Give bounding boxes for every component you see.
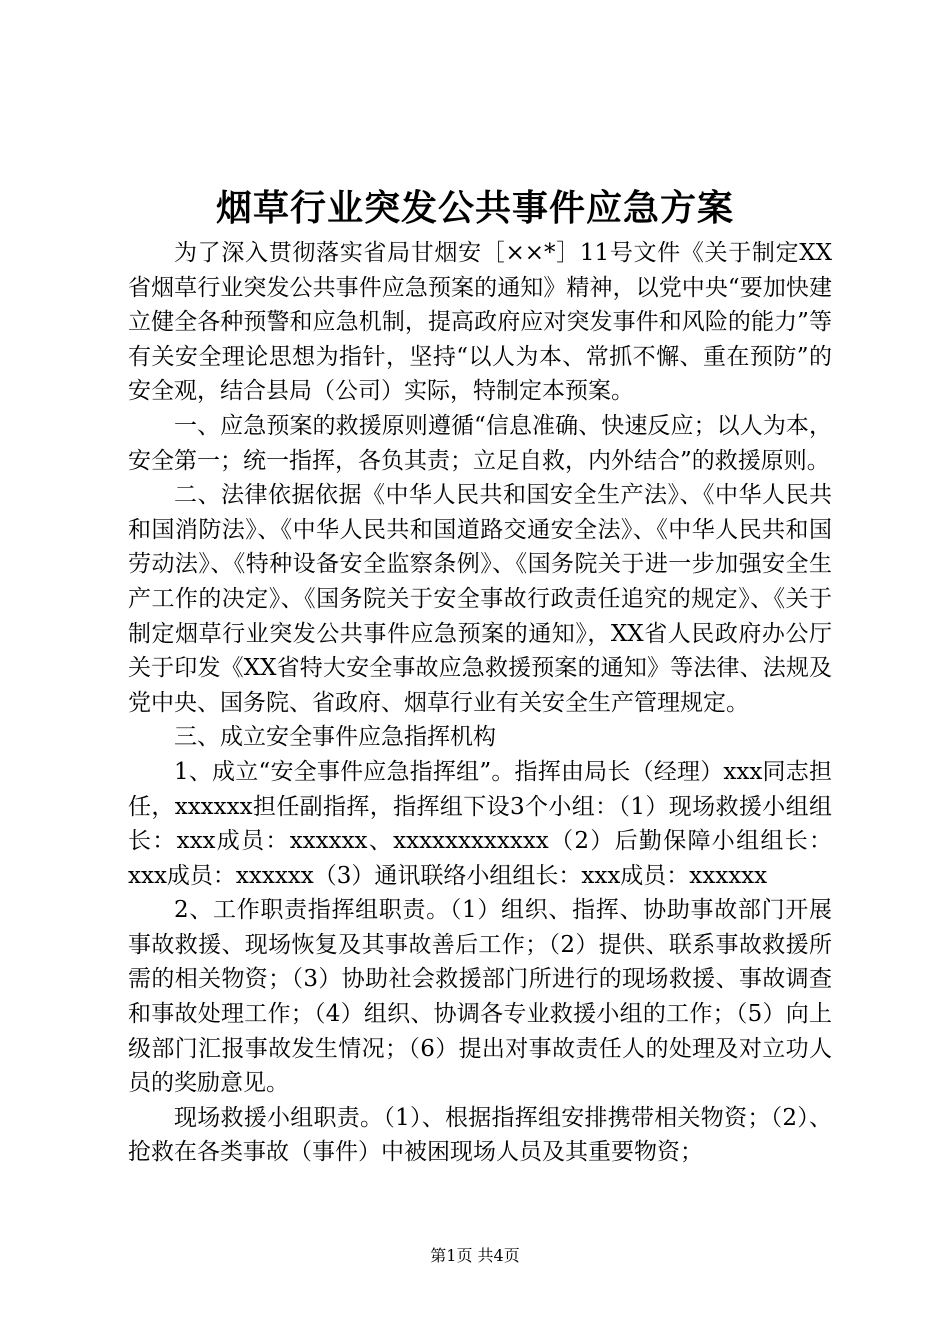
- page-footer: 第1页 共4页: [430, 1246, 520, 1265]
- document-title: 烟草行业突发公共事件应急方案: [215, 187, 734, 229]
- paragraph-section-three-heading: 三、成立安全事件应急指挥机构: [174, 724, 496, 751]
- paragraph-rescue-duties: 现场救援小组职责。（1）、根据指挥组安排携带相关物资；（2）、抢救在各类事故（事件）中被困现场人员及其重要物资；: [128, 1104, 832, 1166]
- paragraph-legal-basis: 二、法律依据依据《中华人民共和国安全生产法》、《中华人民共和国消防法》、《中华人民共和国道路交通安全法》、《中华人民共和国劳动法》、《特种设备安全监察条例》、《国务院关于进一步加强安全生产工作的决定》、《国务院关于安全事故行政责任追究的规定》、《关于制定烟草行业突发公共事件应急预案的通知》，XX省人民政府办公厅关于印发《XX省特大安全事故应急救援预案的通知》等法律、法规及党中央、国务院、省政府、烟草行业有关安全生产管理规定。: [128, 482, 832, 716]
- paragraph-duties: 2、工作职责指挥组职责。（1）组织、指挥、协助事故部门开展事故救援、现场恢复及其事故善后工作；（2）提供、联系事故救援所需的相关物资；（3）协助社会救援部门所进行的现场救援、事故调查和事故处理工作；（4）组织、协调各专业救援小组的工作；（5）向上级部门汇报事故发生情况；（6）提出对事故责任人的处理及对立功人员的奖励意见。: [128, 897, 832, 1097]
- paragraph-command-group: 1、成立“安全事件应急指挥组”。指挥由局长（经理）xxx同志担任，xxxxxx担任副指挥，指挥组下设3个小组：（1）现场救援小组组长：xxx成员：xxxxxx、xxxxxxxxxxxx（2）后勤保障小组组长：xxx成员：xxxxxx（3）通讯联络小组组长：xxx成员：xxxxxx: [128, 758, 832, 889]
- paragraph-intro: 为了深入贯彻落实省局甘烟安［××*］11号文件《关于制定XX省烟草行业突发公共事件应急预案的通知》精神，以党中央“要加快建立健全各种预警和应急机制，提高政府应对突发事件和风险的能力”等有关安全理论思想为指针，坚持“以人为本、常抓不懈、重在预防”的安全观，结合县局（公司）实际，特制定本预案。: [128, 240, 832, 405]
- document-body: [128, 236, 832, 1170]
- paragraph-principles: 一、应急预案的救援原则遵循“信息准确、快速反应；以人为本，安全第一；统一指挥，各负其责；立足自救，内外结合”的救援原则。: [128, 412, 832, 474]
